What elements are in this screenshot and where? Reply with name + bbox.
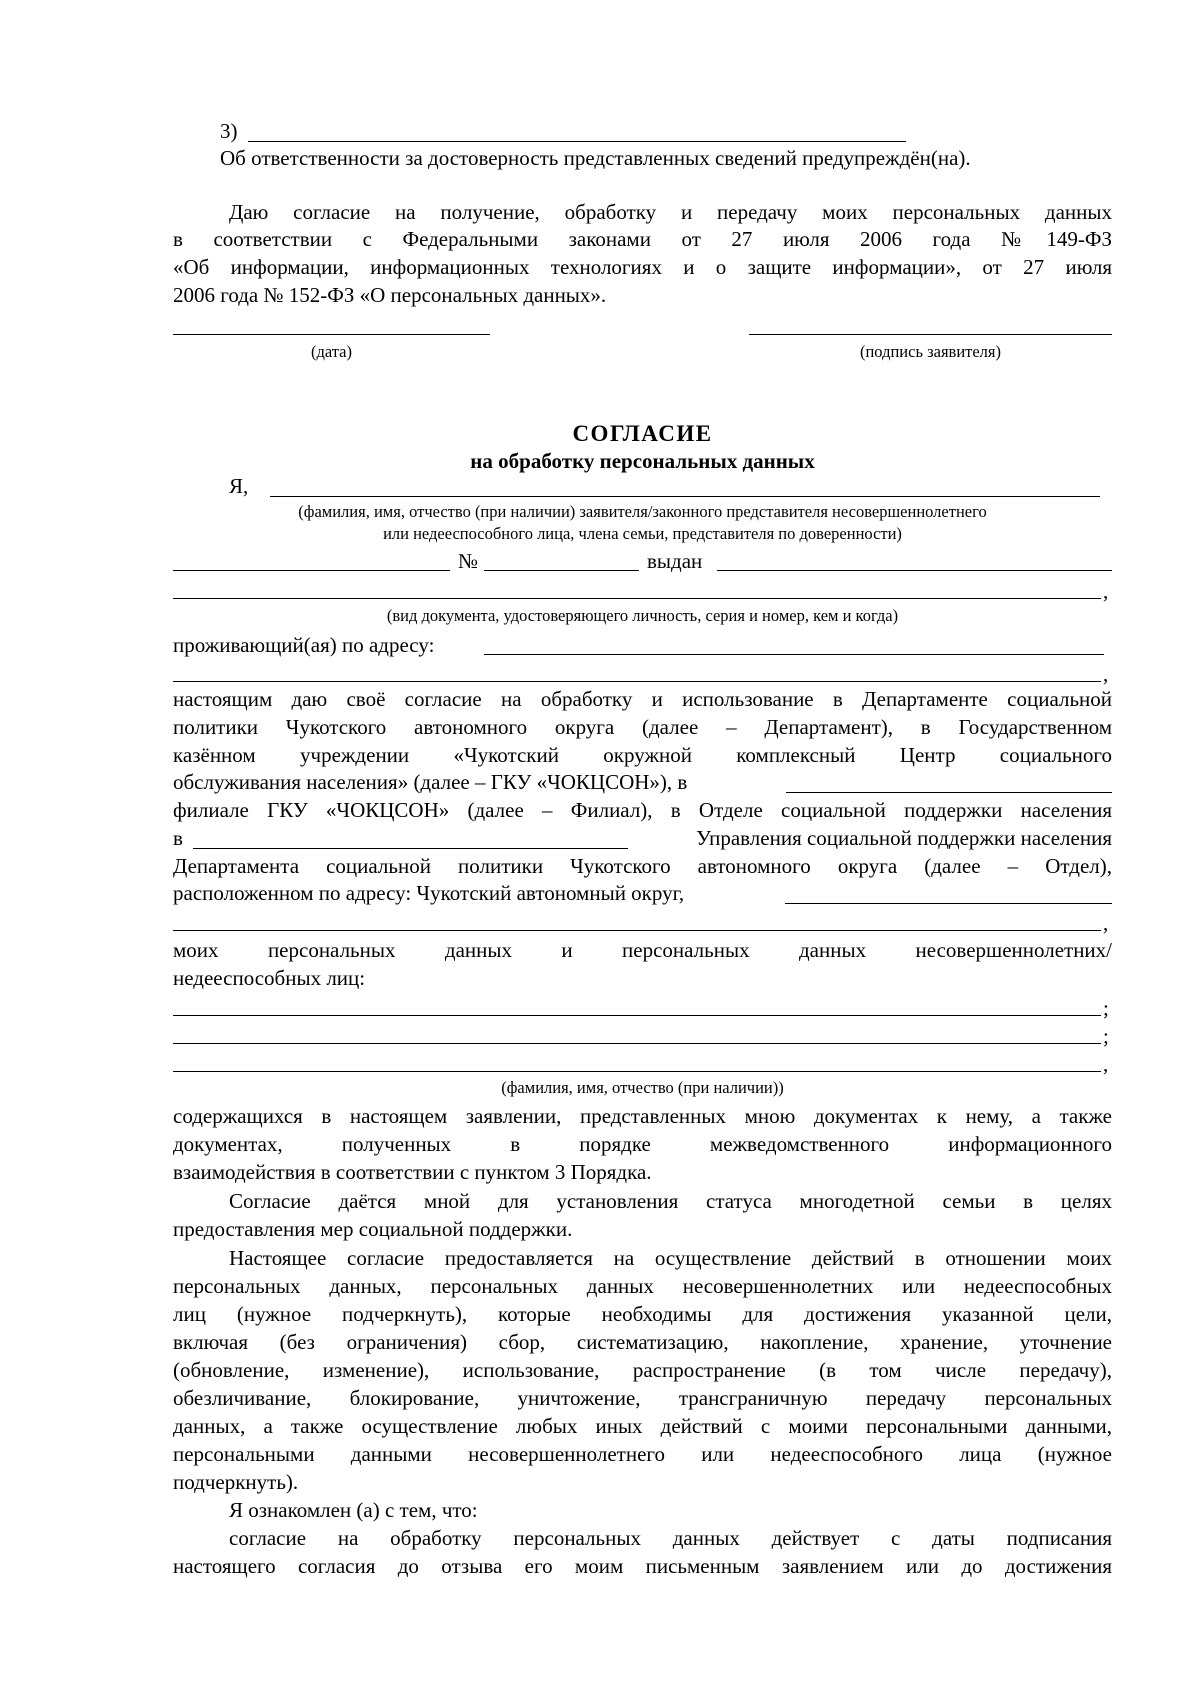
- person-field-2[interactable]: [173, 1043, 1101, 1044]
- person-field-1[interactable]: [173, 1015, 1101, 1016]
- comma-4: ,: [1103, 1052, 1109, 1076]
- v-label: в: [173, 826, 183, 850]
- consent-paragraph-2: политики Чукотского автономного округа (далее – Департамент), в Государственном: [173, 715, 1112, 739]
- located-line: расположенном по адресу: Чукотский автономный округ,: [173, 881, 685, 905]
- signature-field[interactable]: [749, 334, 1112, 335]
- validity-line-2: настоящего согласия до отзыва его моим письменным заявлением или до достижения: [173, 1554, 1112, 1578]
- issued-by-field[interactable]: [717, 570, 1112, 571]
- consent-paragraph-3: казённом учреждении «Чукотский окружной комплексный Центр социального: [173, 743, 1112, 767]
- contained-line-1: содержащихся в настоящем заявлении, представленных мною документах к нему, а также: [173, 1104, 1112, 1128]
- address-field-2[interactable]: [173, 681, 1101, 682]
- actions-line-4: включая (без ограничения) сбор, систематизацию, накопление, хранение, уточнение: [173, 1330, 1112, 1354]
- actions-line-8: персональными данными несовершеннолетнего или недееспособного лица (нужное: [173, 1442, 1112, 1466]
- location-field[interactable]: [785, 903, 1112, 904]
- actions-line-2: персональных данных, персональных данных несовершеннолетних или недееспособных: [173, 1274, 1112, 1298]
- actions-line-7: данных, а также осуществление любых иных действий с моими персональными данными,: [173, 1414, 1112, 1438]
- document-type-field[interactable]: [173, 570, 450, 571]
- address-label: проживающий(ая) по адресу:: [173, 633, 435, 657]
- consent-line-4: 2006 года № 152-ФЗ «О персональных данных».: [173, 283, 607, 307]
- filial-line: филиале ГКУ «ЧОКЦСОН» (далее – Филиал), в Отделе социальной поддержки населения: [173, 798, 1112, 822]
- fio-note-1: (фамилия, имя, отчество (при наличии) заявителя/законного представителя несовершеннолетнего: [298, 502, 987, 521]
- actions-line-1: Настоящее согласие предоставляется на осуществление действий в отношении моих: [229, 1246, 1112, 1270]
- actions-line-6: обезличивание, блокирование, уничтожение, трансграничную передачу персональных: [173, 1386, 1112, 1410]
- fio-field[interactable]: [270, 496, 1100, 497]
- actions-line-3: лиц (нужное подчеркнуть), которые необходимы для достижения указанной цели,: [173, 1302, 1112, 1326]
- document-number-field[interactable]: [484, 570, 639, 571]
- issued-by-field-2[interactable]: [173, 598, 1101, 599]
- contained-line-3: взаимодействия в соответствии с пунктом 3 Порядка.: [173, 1160, 652, 1184]
- acquainted-line: Я ознакомлен (а) с тем, что:: [229, 1498, 478, 1522]
- gku-line: обслуживания населения» (далее – ГКУ «ЧОКЦСОН»), в: [173, 770, 688, 794]
- issued-label: выдан: [647, 549, 703, 573]
- consent-title: СОГЛАСИЕ: [572, 421, 713, 446]
- moih-line: моих персональных данных и персональных данных несовершеннолетних/: [173, 938, 1112, 962]
- item-3-field[interactable]: [248, 141, 906, 142]
- contained-line-2: документах, полученных в порядке межведомственного информационного: [173, 1132, 1112, 1156]
- names-note: (фамилия, имя, отчество (при наличии)): [501, 1078, 784, 1097]
- document-note: (вид документа, удостоверяющего личность, серия и номер, кем и когда): [386, 606, 899, 625]
- fio-note-2: или недееспособного лица, члена семьи, представителя по доверенности): [383, 524, 902, 543]
- consent-line-1: Даю согласие на получение, обработку и передачу моих персональных данных: [229, 200, 1112, 224]
- department-field[interactable]: [193, 848, 628, 849]
- person-field-3[interactable]: [173, 1071, 1101, 1072]
- nedeesp-line: недееспособных лиц:: [173, 966, 366, 990]
- consent-subtitle: на обработку персональных данных: [470, 449, 815, 473]
- ya-label: Я,: [229, 474, 249, 498]
- number-sign: №: [458, 549, 479, 573]
- comma-1: ,: [1103, 579, 1109, 603]
- filial-name-field[interactable]: [786, 792, 1112, 793]
- date-caption: (дата): [310, 342, 353, 361]
- actions-line-5: (обновление, изменение), использование, распространение (в том числе передачу),: [173, 1358, 1112, 1382]
- upravlenie-text: Управления социальной поддержки населения: [696, 826, 1112, 850]
- address-field[interactable]: [484, 654, 1104, 655]
- actions-line-9: подчеркнуть).: [173, 1470, 299, 1494]
- validity-line-1: согласие на обработку персональных данных действует с даты подписания: [229, 1526, 1112, 1550]
- item-3-number: 3): [220, 119, 238, 143]
- purpose-line-1: Согласие даётся мной для установления статуса многодетной семьи в целях: [229, 1189, 1112, 1213]
- consent-paragraph-1: настоящим даю своё согласие на обработку и использование в Департаменте социальной: [173, 687, 1112, 711]
- signature-caption: (подпись заявителя): [859, 342, 1002, 361]
- responsibility-warning: Об ответственности за достоверность представленных сведений предупреждён(на).: [220, 146, 971, 170]
- comma-2: ,: [1103, 662, 1109, 686]
- department-line: Департамента социальной политики Чукотского автономного округа (далее – Отдел),: [173, 854, 1112, 878]
- purpose-line-2: предоставления мер социальной поддержки.: [173, 1217, 573, 1241]
- date-field[interactable]: [173, 334, 490, 335]
- semicolon-1: ;: [1103, 996, 1109, 1020]
- semicolon-2: ;: [1103, 1024, 1109, 1048]
- comma-3: ,: [1103, 911, 1109, 935]
- consent-line-3: «Об информации, информационных технологиях и о защите информации», от 27 июля: [173, 255, 1112, 279]
- consent-line-2: в соответствии с Федеральными законами от 27 июля 2006 года №149-ФЗ: [173, 227, 1112, 251]
- location-field-2[interactable]: [173, 930, 1101, 931]
